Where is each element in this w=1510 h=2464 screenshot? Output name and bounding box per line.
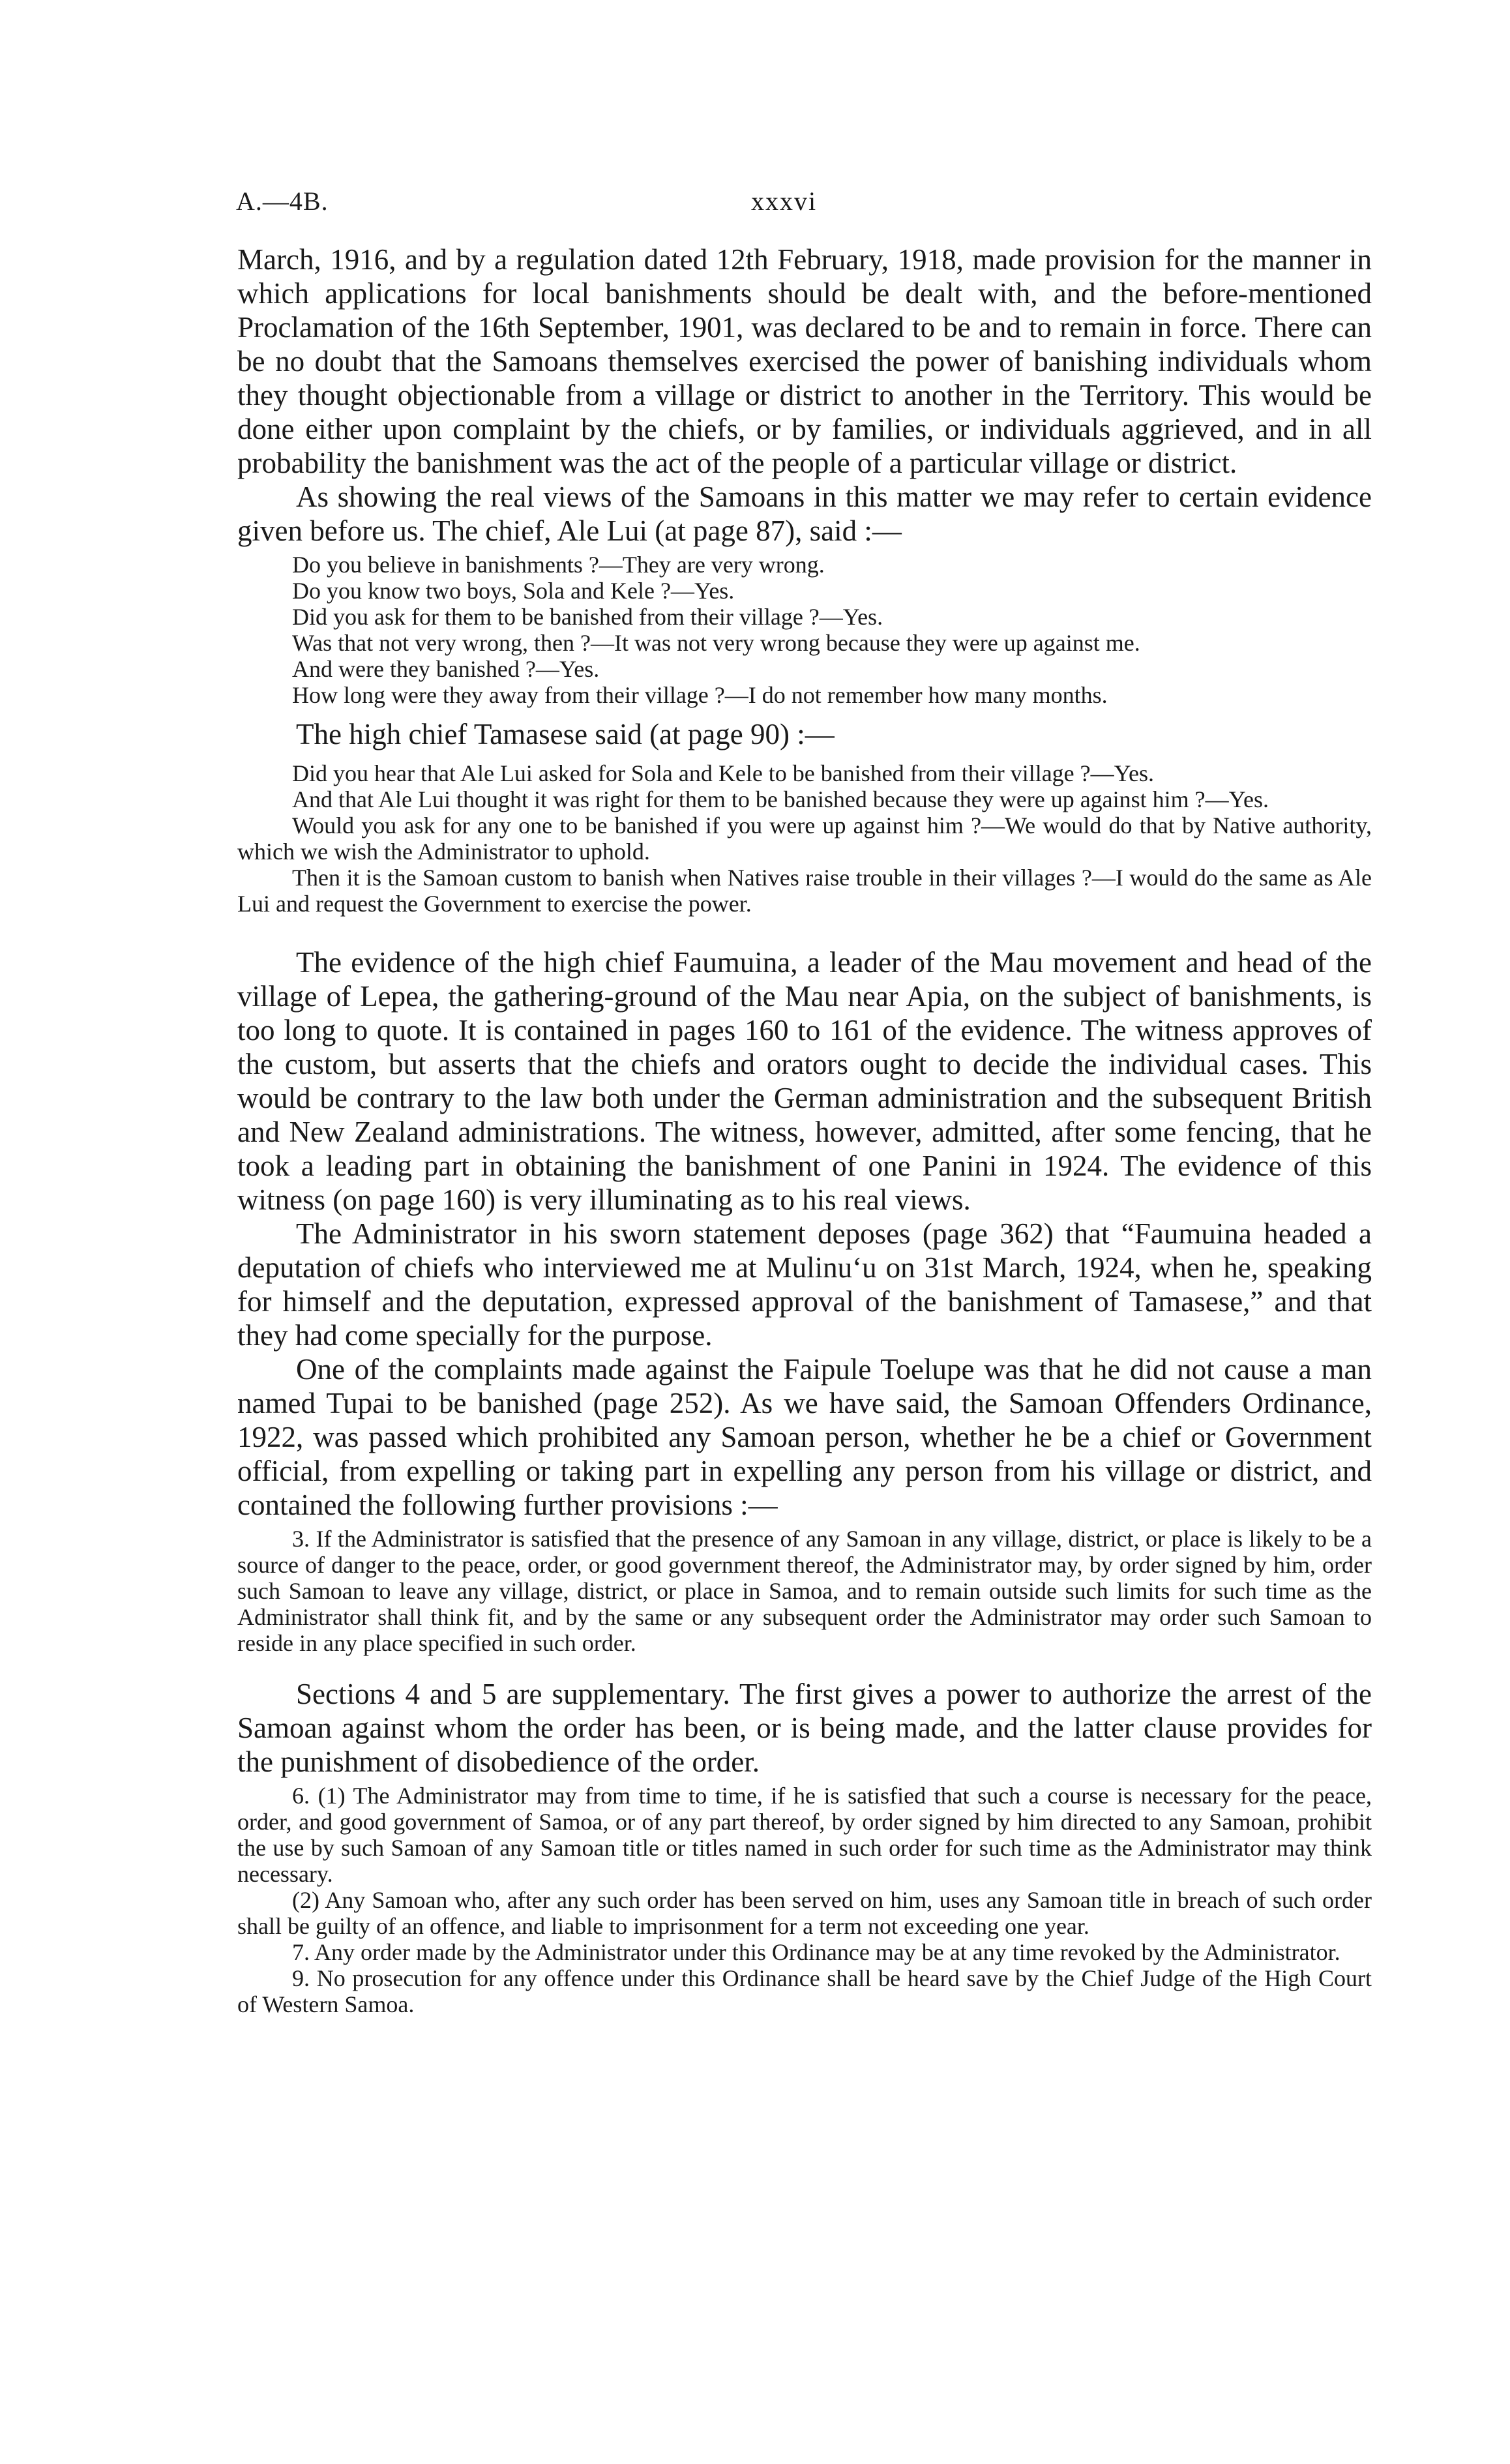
evidence-line: And that Ale Lui thought it was right for them to be banished because they were up against him ?—Yes. xyxy=(292,786,1269,812)
ordinance-clause: 6. (1) The Administrator may from time to time, if he is satisfied that such a course is necessary for the peace, order, and good government of Samoa, or of any part thereof, by order signed by him directed to any Samoan, prohibit the use by such Samoan of any Samoan title or titles named in such order for such time as the Administrator may think necessary. xyxy=(237,1783,1372,1887)
evidence-line: Do you know two boys, Sola and Kele ?—Yes. xyxy=(292,578,735,604)
tamasese-evidence xyxy=(237,760,1372,917)
page-header xyxy=(236,186,1370,225)
tamasese-intro: The high chief Tamasese said (at page 90) :— xyxy=(296,718,835,750)
ordinance-clause: (2) Any Samoan who, after any such order has been served on him, uses any Samoan title in breach of such order shall be guilty of an offence, and liable to imprisonment for a term not exceeding one year. xyxy=(237,1887,1372,1939)
ordinance-section-3 xyxy=(237,1526,1372,1656)
paragraph-continuation: March, 1916, and by a regulation dated 12th February, 1918, made provision for the manner in which applications for local banishments should be dealt with, and the before-mentioned Proclamation of the 16th September, 1901, was declared to be and to remain in force. There can be no doubt that the Samoans themselves exercised the power of banishing individuals whom they thought objectionable from a village or district to another in the Territory. This would be done either upon complaint by the chiefs, or by families, or individuals aggrieved, and in all probability the banishment was the act of the people of a particular village or district. xyxy=(237,243,1372,479)
paragraph-samoan-views: As showing the real views of the Samoans in this matter we may refer to certain evidence given before us. The chief, Ale Lui (at page 87), said :— xyxy=(237,481,1372,547)
document-reference: A.—4B. xyxy=(236,186,329,216)
evidence-line: Did you ask for them to be banished from their village ?—Yes. xyxy=(292,604,883,630)
ordinance-clause: 7. Any order made by the Administrator under this Ordinance may be at any time revoked by the Administrator. xyxy=(292,1939,1340,1965)
paragraph-toelupe-complaint: One of the complaints made against the Faipule Toelupe was that he did not cause a man named Tupai to be banished (page 252). As we have said, the Samoan Offenders Ordinance, 1922, was passed which prohibited any Samoan person, whether he be a chief or Government official, from expelling or taking part in expelling any person from his village or district, and contained the following further provisions :— xyxy=(237,1353,1372,1521)
evidence-line: And were they banished ?—Yes. xyxy=(292,656,600,682)
evidence-line: Would you ask for any one to be banished if you were up against him ?—We would do that by Native authority, which we wish the Administrator to uphold. xyxy=(237,812,1372,865)
page-number: xxxvi xyxy=(751,186,818,216)
evidence-line: Did you hear that Ale Lui asked for Sola and Kele to be banished from their village ?—Yes. xyxy=(292,760,1155,786)
evidence-line: Do you believe in banishments ?—They are very wrong. xyxy=(292,552,825,578)
ordinance-clause: 3. If the Administrator is satisfied that the presence of any Samoan in any village, district, or place is likely to be a source of danger to the peace, order, or good government thereof, the Administrator may, by order signed by him, order such Samoan to leave any village, district, or place in Samoa, and to remain outside such limits for such time as the Administrator shall think fit, and by the same or any subsequent order the Administrator may order such Samoan to reside in any place specified in such order. xyxy=(237,1526,1372,1656)
paragraph-faumuina-evidence: The evidence of the high chief Faumuina, a leader of the Mau movement and head of the village of Lepea, the gathering-ground of the Mau near Apia, on the subject of banishments, is too long to quote. It is contained in pages 160 to 161 of the evidence. The witness approves of the custom, but asserts that the chiefs and orators ought to decide the individual cases. This would be contrary to the law both under the German administration and the subsequent British and New Zealand administrations. The witness, however, admitted, after some fencing, that he took a leading part in obtaining the banishment of one Panini in 1924. The evidence of this witness (on page 160) is very illuminating as to his real views. xyxy=(237,946,1372,1216)
ordinance-clause: 9. No prosecution for any offence under this Ordinance shall be heard save by the Chief Judge of the High Court of Western Samoa. xyxy=(237,1965,1372,2017)
paragraph-sections-4-5: Sections 4 and 5 are supplementary. The first gives a power to authorize the arrest of the Samoan against whom the order has been, or is being made, and the latter clause provides for the punishment of disobedience of the order. xyxy=(237,1678,1372,1778)
page-content xyxy=(237,243,1372,2021)
evidence-line: Was that not very wrong, then ?—It was not very wrong because they were up against me. xyxy=(292,630,1140,656)
evidence-line: Then it is the Samoan custom to banish when Natives raise trouble in their villages ?—I would do the same as Ale Lui and request the Government to exercise the power. xyxy=(237,865,1372,917)
paragraph-administrator-statement: The Administrator in his sworn statement deposes (page 362) that “Faumuina headed a deputation of chiefs who interviewed me at Mulinu‘u on 31st March, 1924, when he, speaking for himself and the deputation, expressed approval of the banishment of Tamasese,” and that they had come specially for the purpose. xyxy=(237,1217,1372,1352)
evidence-line: How long were they away from their village ?—I do not remember how many months. xyxy=(292,682,1108,708)
ordinance-later-sections xyxy=(237,1783,1372,2017)
ale-lui-evidence xyxy=(237,552,1372,708)
